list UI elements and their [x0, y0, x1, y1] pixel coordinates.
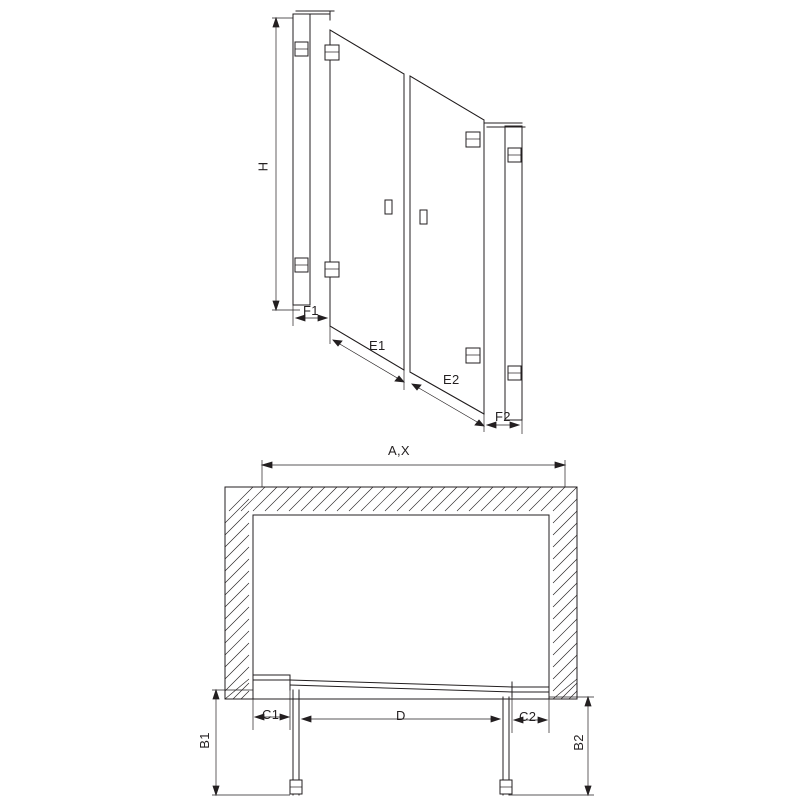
label-plan-d: D [396, 708, 406, 723]
plan-door-right [500, 697, 512, 795]
wall-outline [225, 487, 577, 699]
panel-e1 [330, 30, 404, 370]
label-plan-b1: B1 [196, 732, 212, 749]
handle-right-door [420, 210, 427, 224]
plan-door-left [290, 690, 302, 795]
label-plan-c2: C2 [519, 709, 537, 724]
label-height: H [255, 161, 271, 172]
hinge-e2-bottom [466, 348, 480, 363]
hinge-f1-top [295, 42, 308, 56]
label-panel-e1: E1 [369, 338, 386, 353]
hinge-e1-top [325, 45, 339, 60]
front-elevation-view [272, 11, 525, 434]
label-panel-e2: E2 [443, 372, 460, 387]
hinge-f2-bottom [508, 366, 521, 380]
plan-view [212, 460, 594, 795]
label-width-total: A,X [388, 443, 410, 458]
hinge-f2-top [508, 148, 521, 162]
hinge-e2-top [466, 132, 480, 147]
hinge-f1-bottom [295, 258, 308, 272]
dimension-b1 [212, 690, 290, 795]
label-plan-c1: C1 [262, 707, 280, 722]
label-panel-f2: F2 [495, 409, 511, 424]
label-plan-b2: B2 [570, 734, 586, 751]
handle-left-door [385, 200, 392, 214]
label-panel-f1: F1 [303, 303, 319, 318]
hinge-e1-bottom [325, 262, 339, 277]
